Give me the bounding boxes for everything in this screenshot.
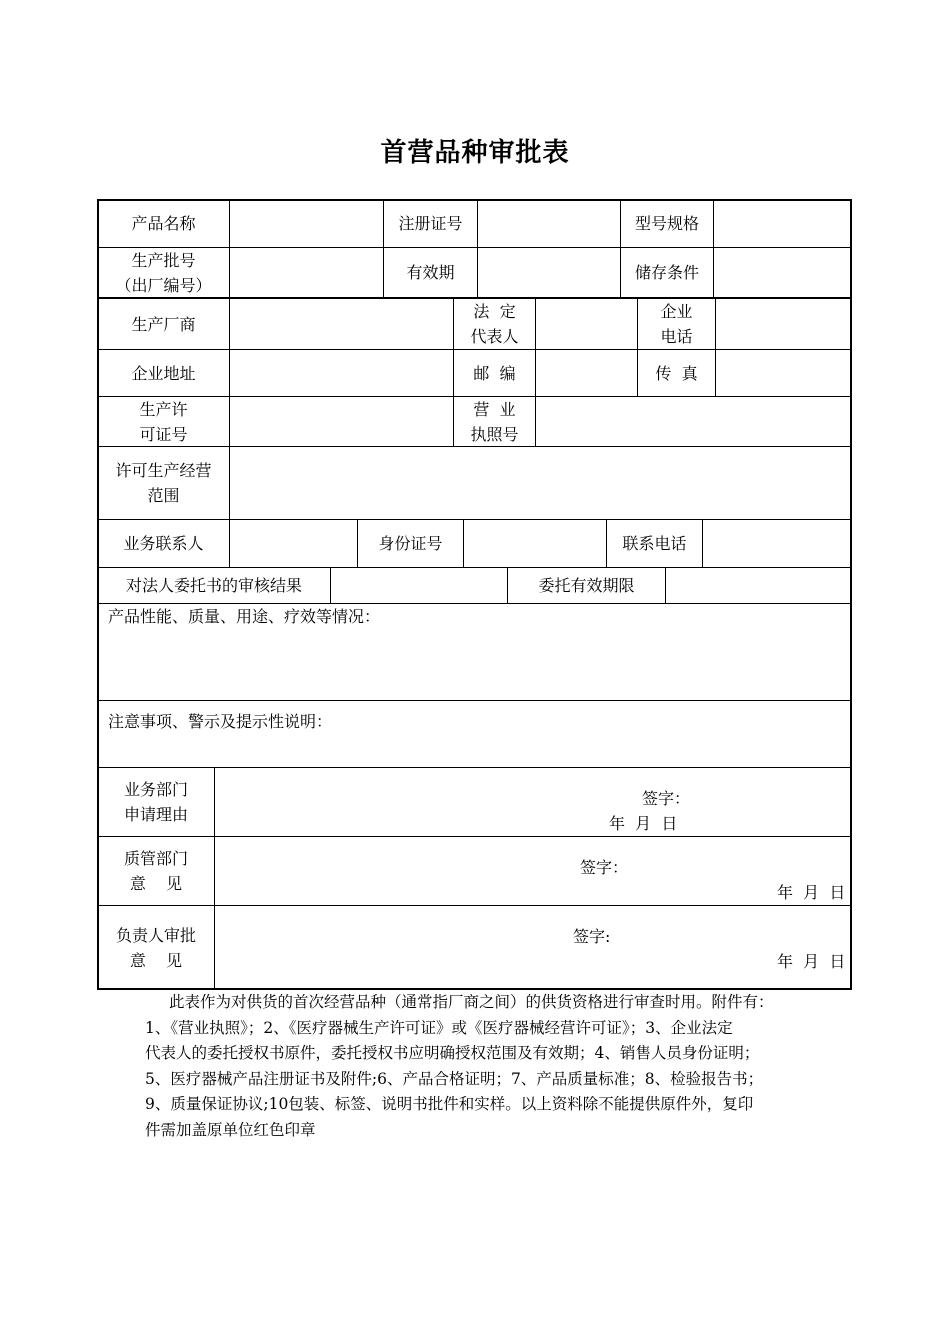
authorization-review-label: 对法人委托书的审核结果 <box>125 576 302 595</box>
col-divider <box>229 200 230 297</box>
validity-label: 有效期 <box>406 263 455 282</box>
date-label: 年 月 日 <box>777 952 846 971</box>
batch-number-line2: （出厂编号） <box>115 275 212 295</box>
signature-label: 签字： <box>642 789 691 808</box>
id-number-label: 身份证号 <box>378 534 443 553</box>
department-application-line1: 业务部门 <box>123 780 188 799</box>
leader-approval-label <box>98 906 214 989</box>
legal-representative-line1: 法 定 <box>473 302 516 321</box>
business-scope-line2: 范围 <box>147 486 180 505</box>
fax-label: 传 真 <box>655 363 698 383</box>
col-divider <box>229 299 230 519</box>
leader-approval-line2: 意 见 <box>129 950 183 970</box>
col-divider <box>214 767 215 989</box>
col-divider <box>463 519 464 567</box>
department-application-label <box>98 768 214 836</box>
manufacturer-label: 生产厂商 <box>131 314 196 334</box>
leader-approval-line1: 负责人审批 <box>115 925 196 945</box>
col-divider <box>330 567 331 603</box>
product-performance-label: 产品性能、质量、用途、疗效等情况： <box>108 607 381 626</box>
postcode-label: 邮 编 <box>473 363 516 383</box>
business-scope-label <box>98 447 229 519</box>
footnote-line: 5、医疗器械产品注册证书及附件;6、产品合格证明；7、产品质量标准；8、检验报告书； <box>145 1069 764 1088</box>
quality-dept-line2: 意 见 <box>129 874 183 893</box>
batch-number-label <box>98 248 229 297</box>
legal-representative-label <box>454 299 535 349</box>
production-license-label <box>98 397 229 446</box>
footnote-line: 件需加盖原单位红色印章 <box>145 1120 316 1139</box>
company-address-label: 企业地址 <box>131 363 196 383</box>
col-divider <box>713 200 714 297</box>
signature-label: 签字: <box>573 927 611 946</box>
date-label: 年 月 日 <box>777 883 846 902</box>
quality-dept-opinion-label <box>98 837 214 905</box>
product-name-label: 产品名称 <box>131 214 196 233</box>
col-divider <box>535 299 536 446</box>
company-phone-line1: 企业 <box>660 302 693 321</box>
registration-number-label: 注册证号 <box>398 214 463 233</box>
company-phone-label <box>638 299 715 349</box>
model-spec-label: 型号规格 <box>634 214 699 233</box>
storage-condition-label: 储存条件 <box>634 263 699 282</box>
col-divider <box>229 519 230 567</box>
production-license-line1: 生产许 <box>139 399 188 419</box>
footnote-line: 代表人的委托授权书原件，委托授权书应明确授权范围及有效期；4、销售人员身份证明； <box>145 1044 760 1062</box>
footnote <box>145 990 835 1143</box>
department-application-line2: 申请理由 <box>123 805 188 824</box>
business-scope-line1: 许可生产经营 <box>115 461 212 480</box>
quality-dept-line1: 质管部门 <box>123 849 188 868</box>
footnote-line: 1、《营业执照》；2、《医疗器械生产许可证》或《医疗器械经营许可证》；3、企业法定 <box>145 1018 733 1037</box>
production-license-line2: 可证号 <box>139 424 188 444</box>
business-license-label <box>454 397 535 446</box>
footnote-line: 9、质量保证协议;10包装、标签、说明书批件和实样。以上资料除不能提供原件外，复印 <box>145 1095 754 1113</box>
authorization-period-label: 委托有效期限 <box>538 576 635 595</box>
business-contact-label: 业务联系人 <box>123 534 204 553</box>
row-divider <box>98 700 851 701</box>
legal-representative-line2: 代表人 <box>470 327 519 346</box>
signature-label: 签字： <box>580 858 629 877</box>
col-divider <box>715 299 716 396</box>
contact-phone-label: 联系电话 <box>622 534 687 553</box>
col-divider <box>477 200 478 297</box>
date-label: 年 月 日 <box>609 814 678 833</box>
footnote-line: 此表作为对供货的首次经营品种（通常指厂商之间）的供货资格进行审查时用。附件有： <box>169 993 774 1011</box>
batch-number-line1: 生产批号 <box>131 250 196 270</box>
business-license-line1: 营 业 <box>473 399 516 419</box>
col-divider <box>702 519 703 567</box>
company-phone-line2: 电话 <box>660 327 693 346</box>
precautions-label: 注意事项、警示及提示性说明： <box>108 712 333 731</box>
col-divider <box>665 567 666 603</box>
page-title: 首营品种审批表 <box>380 138 570 168</box>
business-license-line2: 执照号 <box>470 424 519 444</box>
